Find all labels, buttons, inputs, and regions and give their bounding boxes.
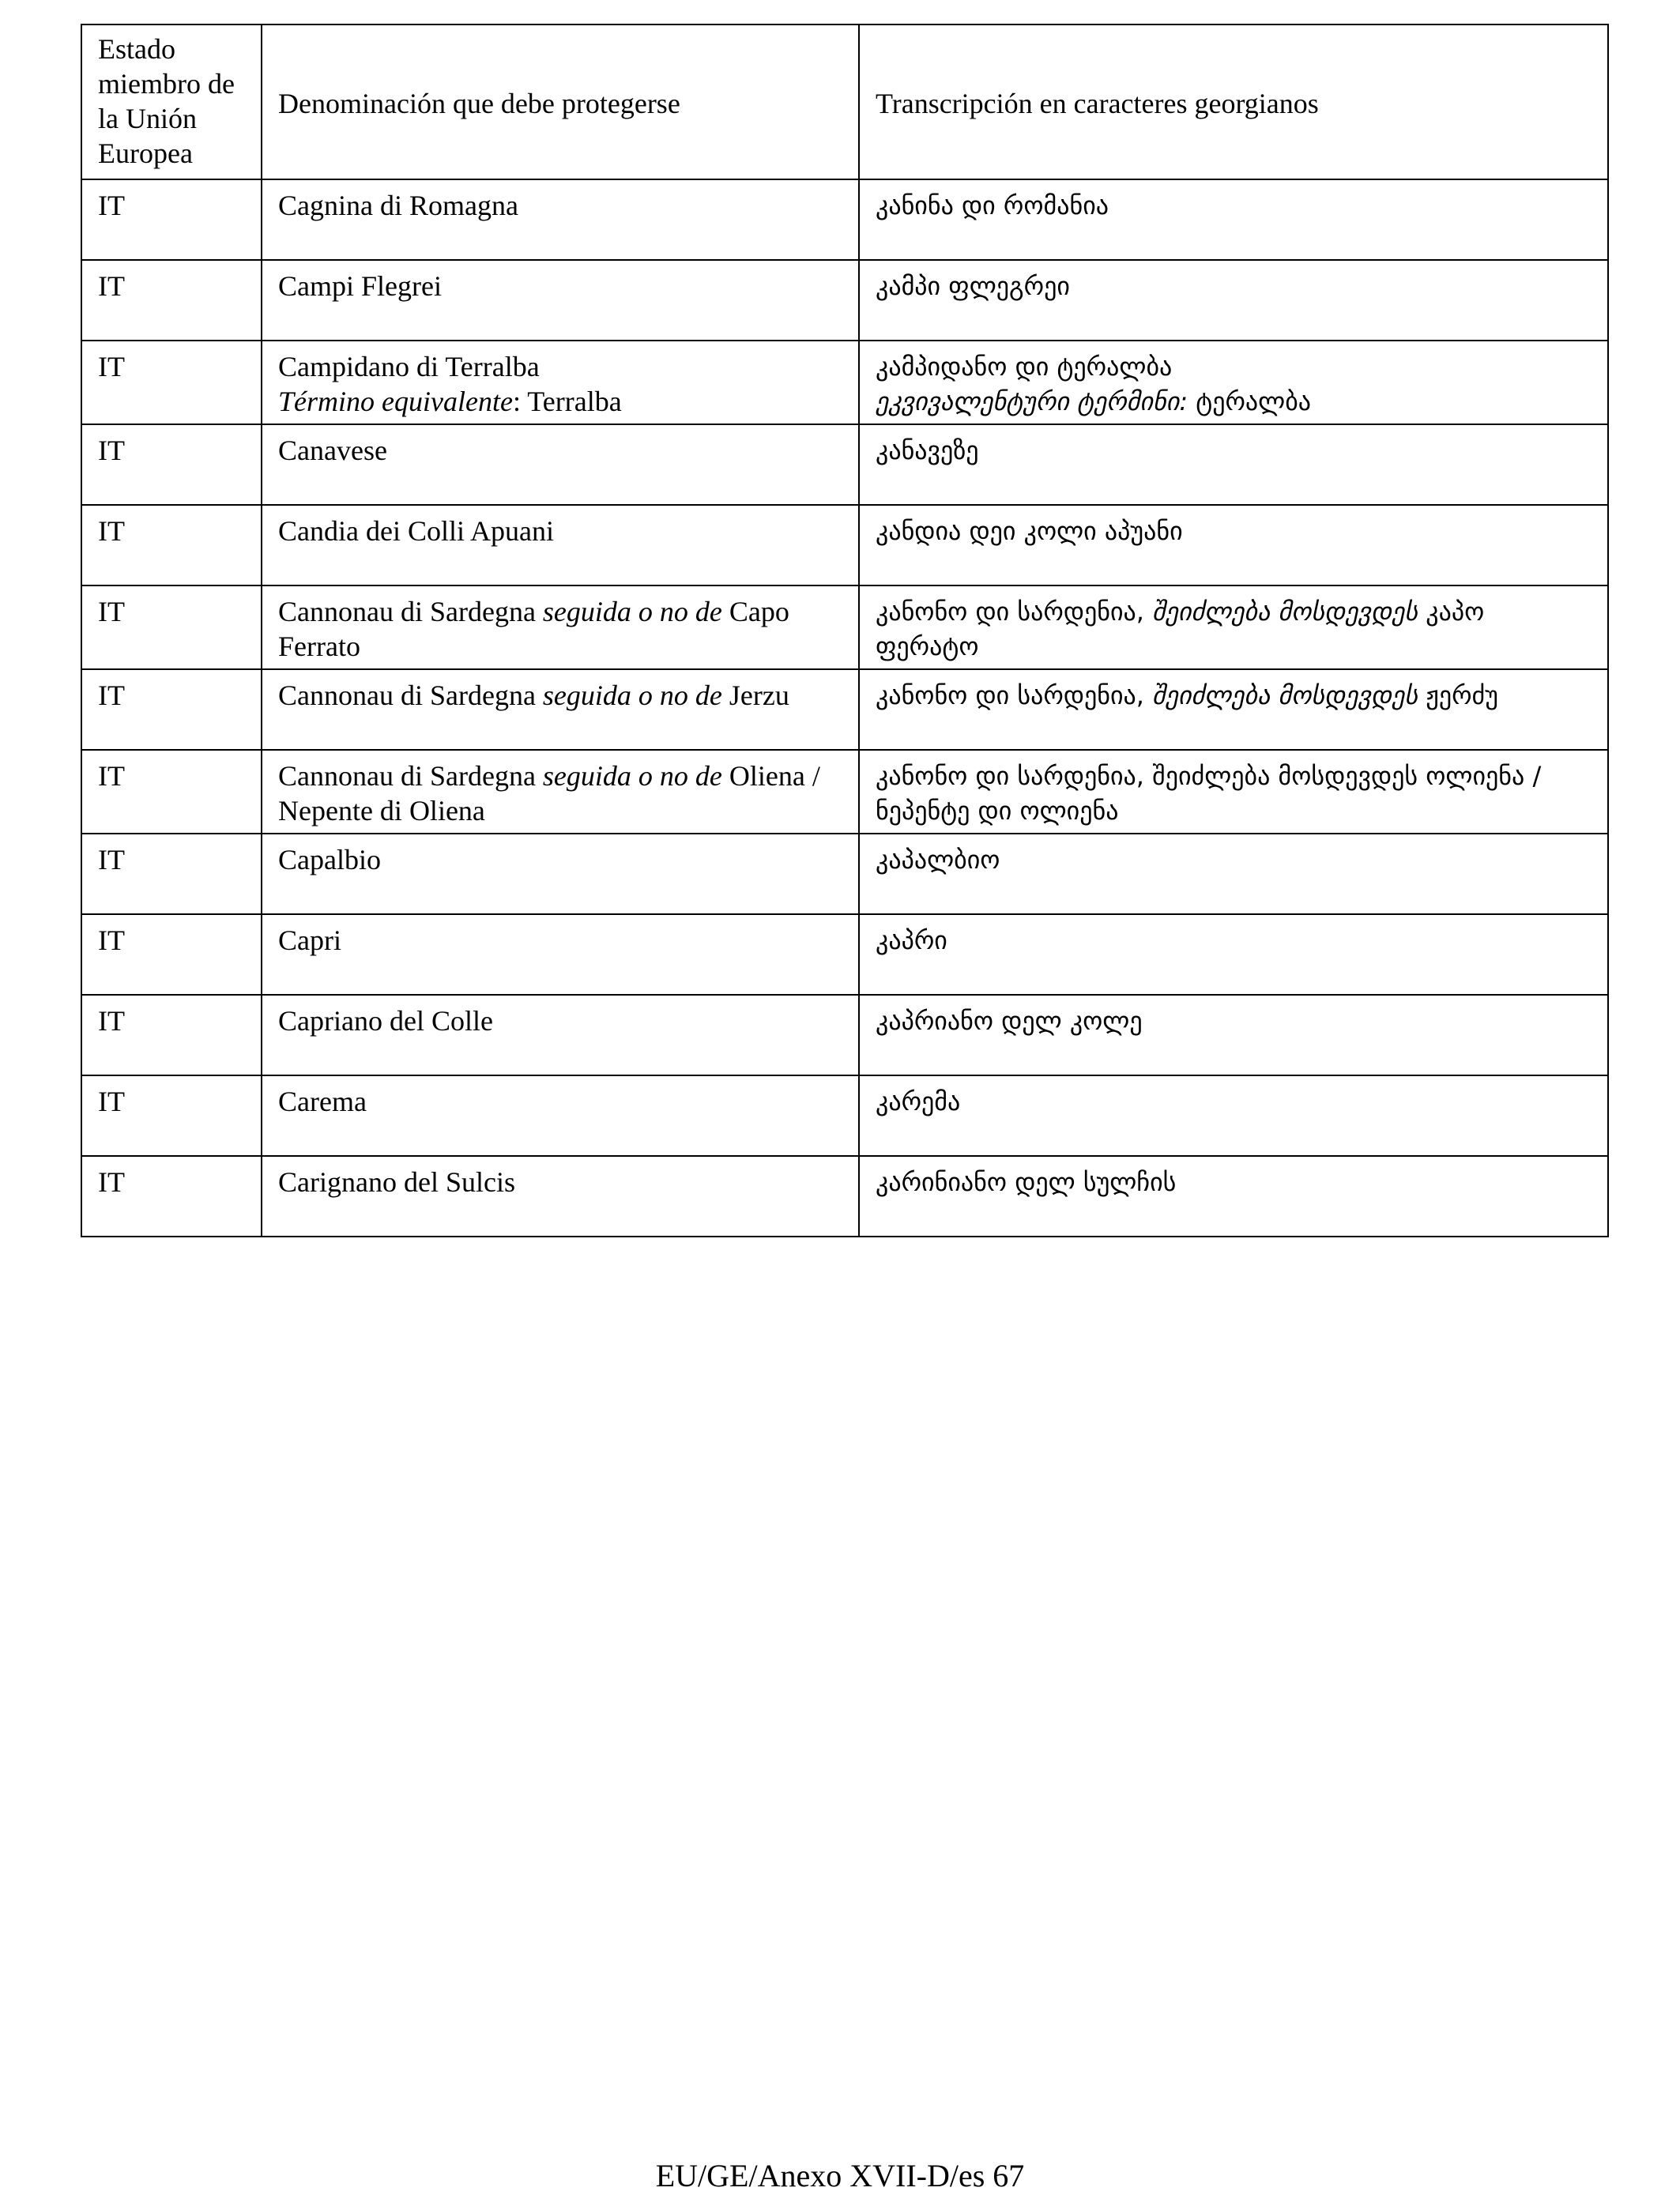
table-row xyxy=(81,750,1608,834)
denomination-text: Campidano di Terralba xyxy=(278,351,540,382)
table-row xyxy=(81,1156,1608,1237)
cell-state: IT xyxy=(81,424,262,505)
cell-state: IT xyxy=(81,341,262,424)
cell-georgian: კანონო დი სარდენია, შეიძლება მოსდევდეს ოლიენა / ნეპენტე დი ოლიენა xyxy=(859,750,1608,834)
cell-state: IT xyxy=(81,1156,262,1237)
cell-state: IT xyxy=(81,834,262,914)
table-row xyxy=(81,914,1608,995)
cell-state: IT xyxy=(81,260,262,341)
denomination-part: Cannonau di Sardegna xyxy=(278,596,543,627)
cell-state: IT xyxy=(81,669,262,750)
cell-denomination xyxy=(262,585,859,669)
georgian-part: კანონო დი სარდენია, xyxy=(876,680,1153,710)
cell-denomination: Capalbio xyxy=(262,834,859,914)
cell-georgian xyxy=(859,669,1608,750)
cell-georgian xyxy=(859,585,1608,669)
table-row xyxy=(81,505,1608,585)
header-member-state-line-1: Estado xyxy=(98,33,175,65)
header-member-state-line-4: Europea xyxy=(98,137,193,169)
cell-georgian: კანდია დეი კოლი აპუანი xyxy=(859,505,1608,585)
cell-denomination: Campi Flegrei xyxy=(262,260,859,341)
cell-georgian: კარინიანო დელ სულჩის xyxy=(859,1156,1608,1237)
cell-georgian: კანავეზე xyxy=(859,424,1608,505)
georgian-term-value: ტერალბა xyxy=(1188,386,1312,416)
cell-denomination: Canavese xyxy=(262,424,859,505)
table-row xyxy=(81,585,1608,669)
georgian-term-label: ეკვივალენტური ტერმინი: xyxy=(876,386,1188,416)
cell-denomination: Cagnina di Romagna xyxy=(262,179,859,260)
cell-georgian xyxy=(859,341,1608,424)
georgian-italic: შეიძლება მოსდევდეს xyxy=(1152,597,1418,627)
cell-state: IT xyxy=(81,914,262,995)
table-header-row xyxy=(81,24,1608,179)
header-denomination: Denominación que debe protegerse xyxy=(262,24,859,179)
equivalent-term-value: : Terralba xyxy=(512,386,622,417)
cell-georgian: კამპი ფლეგრეი xyxy=(859,260,1608,341)
cell-georgian: კანინა დი რომანია xyxy=(859,179,1608,260)
table-row xyxy=(81,834,1608,914)
cell-state: IT xyxy=(81,1075,262,1156)
georgian-part: კაპო ფერატო xyxy=(876,597,1485,661)
cell-georgian: კარემა xyxy=(859,1075,1608,1156)
equivalent-term xyxy=(278,384,844,419)
georgian-part: კანონო დი სარდენია, xyxy=(876,597,1153,627)
table-row xyxy=(81,260,1608,341)
cell-denomination xyxy=(262,750,859,834)
cell-state: IT xyxy=(81,179,262,260)
denomination-part: Jerzu xyxy=(721,680,789,711)
denomination-part: Oliena / Nepente di Oliena xyxy=(278,760,820,826)
cell-denomination: Candia dei Colli Apuani xyxy=(262,505,859,585)
table-row xyxy=(81,669,1608,750)
georgian-equivalent-term xyxy=(876,384,1593,419)
header-transcription: Transcripción en caracteres georgianos xyxy=(859,24,1608,179)
table-row xyxy=(81,341,1608,424)
equivalent-term-label: Término equivalente xyxy=(278,386,513,417)
georgian-text: კამპიდანო დი ტერალბა xyxy=(876,352,1173,382)
cell-state: IT xyxy=(81,585,262,669)
page-footer: EU/GE/Anexo XVII-D/es 67 xyxy=(655,2158,1025,2193)
table-row xyxy=(81,424,1608,505)
cell-georgian: კაპრი xyxy=(859,914,1608,995)
denomination-italic: seguida o no de xyxy=(542,596,722,627)
cell-denomination xyxy=(262,669,859,750)
table-row xyxy=(81,1075,1608,1156)
denomination-part: Capo Ferrato xyxy=(278,596,789,662)
cell-georgian: კაპალბიო xyxy=(859,834,1608,914)
header-member-state-line-2: miembro de xyxy=(98,68,235,100)
georgian-italic: შეიძლება მოსდევდეს xyxy=(1152,680,1418,710)
georgian-part: ჟერძუ xyxy=(1418,680,1498,710)
cell-denomination: Carema xyxy=(262,1075,859,1156)
table-row xyxy=(81,179,1608,260)
header-member-state-line-3: la Unión xyxy=(98,103,197,134)
cell-state: IT xyxy=(81,505,262,585)
cell-denomination: Capriano del Colle xyxy=(262,995,859,1075)
denomination-italic: seguida o no de xyxy=(542,680,722,711)
table-row xyxy=(81,995,1608,1075)
cell-denomination: Carignano del Sulcis xyxy=(262,1156,859,1237)
appellations-table xyxy=(81,24,1609,1237)
denomination-part: Cannonau di Sardegna xyxy=(278,760,543,792)
denomination-italic: seguida o no de xyxy=(542,760,722,792)
cell-denomination xyxy=(262,341,859,424)
denomination-part: Cannonau di Sardegna xyxy=(278,680,543,711)
cell-denomination: Capri xyxy=(262,914,859,995)
cell-state: IT xyxy=(81,995,262,1075)
cell-state: IT xyxy=(81,750,262,834)
header-member-state xyxy=(81,24,262,179)
cell-georgian: კაპრიანო დელ კოლე xyxy=(859,995,1608,1075)
